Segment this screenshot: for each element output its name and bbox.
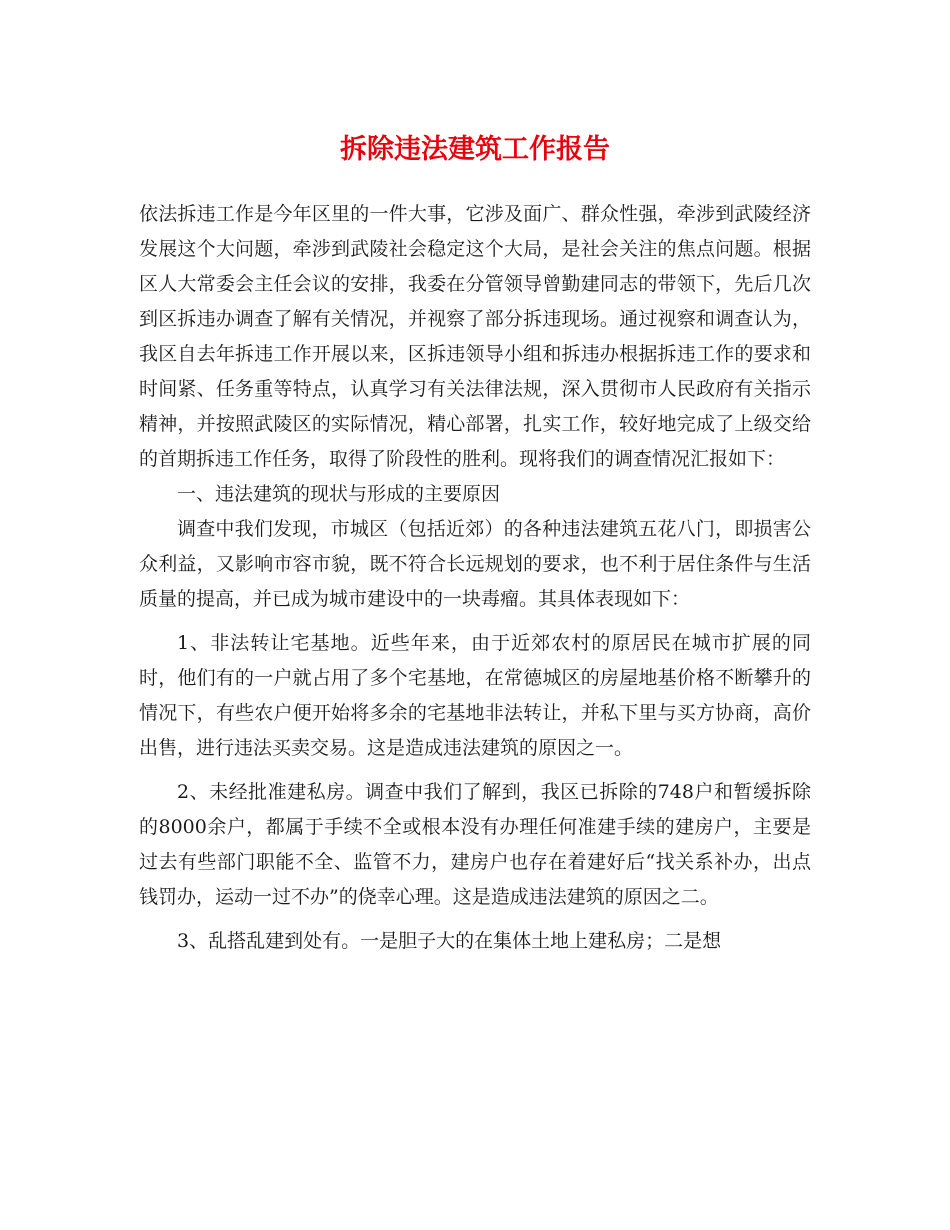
paragraph-intro: 依法拆违工作是今年区里的一件大事，它涉及面广、群众性强，牵涉到武陵经济发展这个大问题，牵涉到武陵社会稳定这个大局，是社会关注的焦点问题。根据区人大常委会主任会议的安排，我委在分管领导曾勤建同志的带领下，先后几次到区拆违办调查了解有关情况，并视察了部分拆违现场。通过视察和调查认为，我区自去年拆违工作开展以来，区拆违领导小组和拆违办根据拆违工作的要求和时间紧、任务重等特点，认真学习有关法律法规，深入贯彻市人民政府有关指示精神，并按照武陵区的实际情况，精心部署，扎实工作，较好地完成了上级交给的首期拆违工作任务，取得了阶段性的胜利。现将我们的调查情况汇报如下： [139,203,811,470]
paragraph-item-1: 1、非法转让宅基地。近些年来，由于近郊农村的原居民在城市扩展的同时，他们有的一户就占用了多个宅基地，在常德城区的房屋地基价格不断攀升的情况下，有些农户便开始将多余的宅基地非法转让，并私下里与买方协商，高价出售，进行违法买卖交易。这是造成违法建筑的原因之一。 [139,632,811,759]
paragraph-item-2: 2、未经批准建私房。调查中我们了解到，我区已拆除的748户和暂缓拆除的8000余户，都属于手续不全或根本没有办理任何准建手续的建房户，主要是过去有些部门职能不全、监管不力，建房户也存在着建好后“找关系补办，出点钱罚办，运动一过不办”的侥幸心理。这是造成违法建筑的原因之二。 [139,781,811,908]
document-title: 拆除违法建筑工作报告 [340,134,610,165]
section-heading-1: 一、违法建筑的现状与形成的主要原因 [177,483,501,505]
document-body [139,197,811,959]
paragraph-item-3: 3、乱搭乱建到处有。一是胆子大的在集体土地上建私房；二是想 [177,930,722,952]
paragraph-findings: 调查中我们发现，市城区（包括近郊）的各种违法建筑五花八门，即损害公众利益，又影响市容市貌，既不符合长远规划的要求，也不利于居住条件与生活质量的提高，并已成为城市建设中的一块毒瘤。其具体表现如下： [139,518,811,610]
